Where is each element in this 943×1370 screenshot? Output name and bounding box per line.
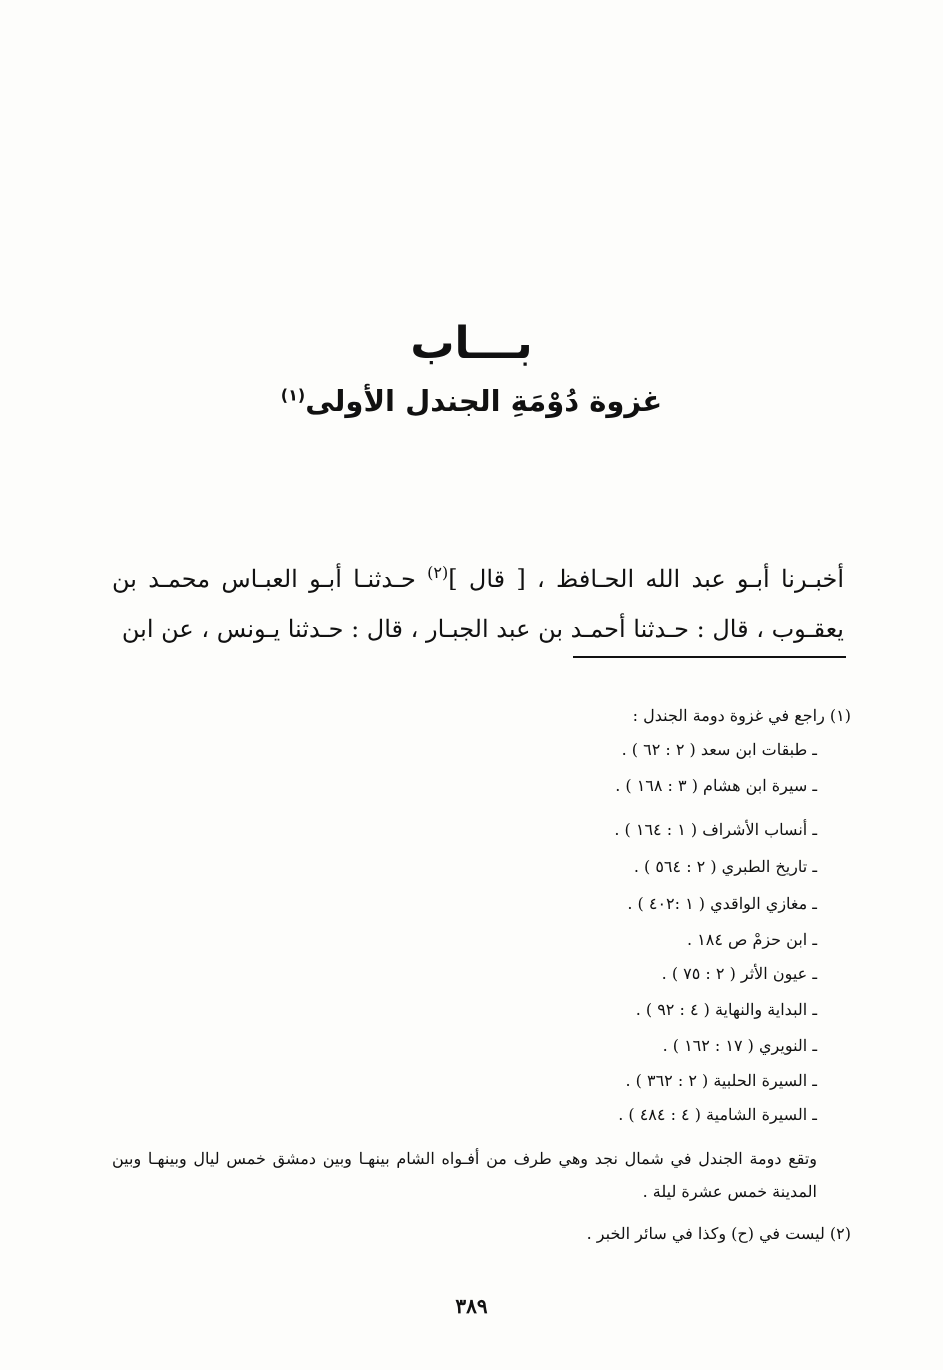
chapter-title [0, 384, 943, 418]
main-paragraph [112, 548, 844, 654]
footnote-1-item: ـ مغازي الواقدي ( ١ :٤٠٢ ) . [627, 894, 817, 913]
footnote-1-item: ـ تاريخ الطبري ( ٢ : ٥٦٤ ) . [633, 857, 817, 876]
footnote-1-item: ـ السيرة الشامية ( ٤ : ٤٨٤ ) . [618, 1105, 817, 1124]
footnote-1-heading: (١) راجع في غزوة دومة الجندل : [632, 706, 851, 725]
footnote-1-item: ـ أنساب الأشراف ( ١ : ١٦٤ ) . [614, 820, 817, 839]
paragraph-part-1: أخبـرنا أبـو عبد الله الحـافظ ، [ قال ] [448, 565, 844, 593]
chapter-title-text: غزوة دُوْمَةِ الجندل الأولى [305, 384, 663, 418]
paragraph-part-2: حـدثنـا أبـو العبـاس محمـد بن يعقـوب ، قال : حـدثنا أحمـد بن عبد الجبـار ، قال : حـدثنا يـونس ، عن ابن [112, 565, 844, 643]
footnote-1-item: ـ سيرة ابن هشام ( ٣ : ١٦٨ ) . [615, 776, 817, 795]
footnote-2: (٢) ليست في (ح) وكذا في سائر الخبر . [586, 1224, 851, 1243]
footnote-1-item: ـ عيون الأثر ( ٢ : ٧٥ ) . [661, 964, 817, 983]
footnote-separator [573, 656, 846, 658]
footnote-ref-2: (٢) [427, 563, 449, 582]
chapter-heading: بـــاب [410, 318, 533, 369]
page-number: ٣٨٩ [455, 1294, 488, 1318]
footnote-1-item: ـ السيرة الحلبية ( ٢ : ٣٦٢ ) . [625, 1071, 817, 1090]
footnote-1-item: ـ النويري ( ١٧ : ١٦٢ ) . [662, 1036, 817, 1055]
footnote-1-item: ـ طبقات ابن سعد ( ٢ : ٦٢ ) . [621, 740, 817, 759]
footnote-1-note: وتقع دومة الجندل في شمال نجد وهي طرف من أفـواه الشام بينهـا وبين دمشق خمس ليال وبينهـا وبين المدينة خمس عشرة ليلة . [112, 1149, 818, 1201]
footnote-ref-1: (١) [280, 385, 306, 405]
footnote-1-item: ـ ابن حزمْ ص ١٨٤ . [686, 930, 817, 949]
footnote-1-item: ـ البداية والنهاية ( ٤ : ٩٢ ) . [635, 1000, 817, 1019]
